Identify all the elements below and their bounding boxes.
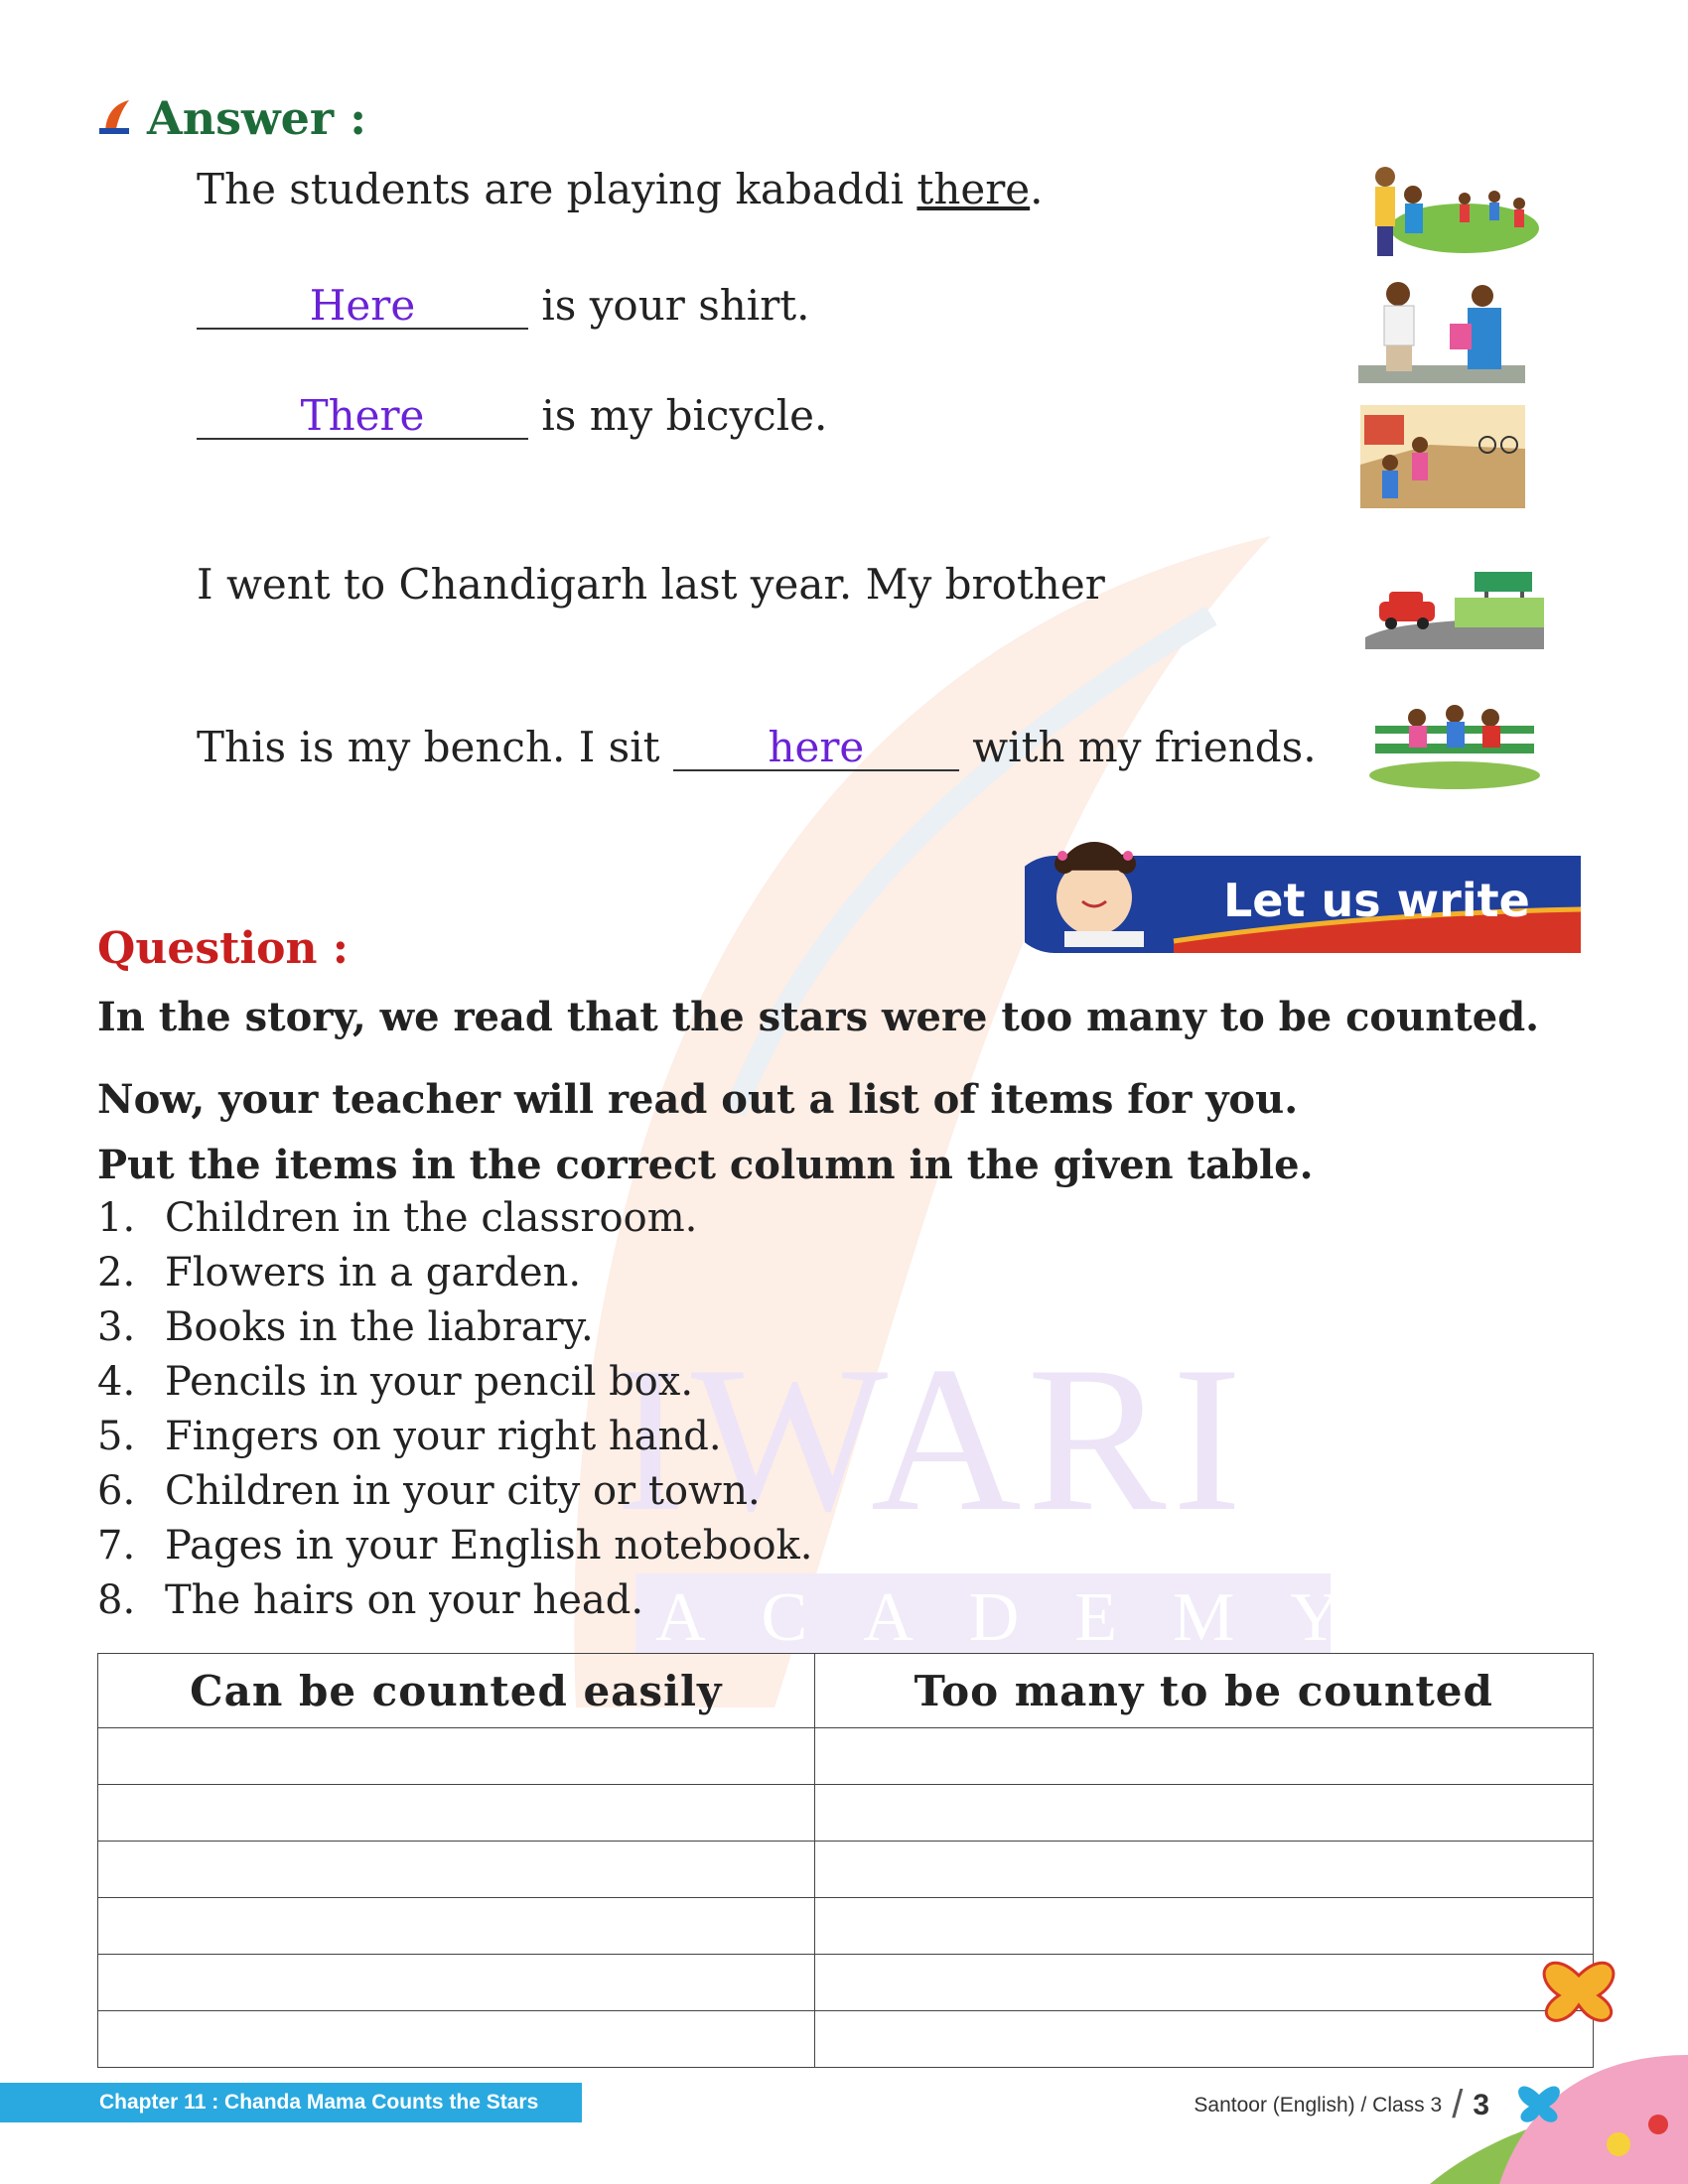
table-cell[interactable]: [814, 1785, 1593, 1842]
list-item: 6. Children in your city or town.: [97, 1468, 761, 1514]
chapter-footer: Chapter 11 : Chanda Mama Counts the Stars: [0, 2083, 582, 2122]
answer-line-4: I went to Chandigarh last year. My brother: [197, 560, 1105, 609]
line3-rest: is my bicycle.: [541, 391, 828, 440]
answer-line-1: [197, 165, 1044, 213]
line2-rest: is your shirt.: [541, 281, 810, 330]
answer-line-2: [197, 281, 810, 330]
bicycle-illustration: [1360, 405, 1525, 508]
list-item: 7. Pages in your English notebook.: [97, 1523, 813, 1569]
list-item: 1. Children in the classroom.: [97, 1195, 698, 1241]
banner-label: Let us write: [1223, 874, 1530, 927]
list-item: 4. Pencils in your pencil box.: [97, 1359, 694, 1405]
page-number: 3: [1473, 2088, 1489, 2121]
line2-blank: Here: [197, 284, 528, 330]
watermark-subtext: ACADEMY: [655, 1579, 1396, 1656]
answer-table: [97, 1653, 1594, 2068]
line1-suffix: .: [1030, 165, 1044, 213]
table-row: [98, 1785, 1594, 1842]
line1-prefix: The students are playing kabaddi: [197, 165, 917, 213]
question-line-3: Put the items in the correct column in the given table.: [97, 1142, 1314, 1188]
table-row: [98, 1898, 1594, 1955]
line5-suffix: with my friends.: [972, 723, 1317, 771]
shirt-illustration: [1358, 280, 1525, 383]
column-header-uncountable: Too many to be counted: [814, 1654, 1593, 1728]
table-cell[interactable]: [98, 1842, 815, 1898]
car-illustration: [1365, 568, 1544, 649]
question-line-1: In the story, we read that the stars were too many to be counted.: [97, 994, 1540, 1040]
line5-blank: here: [673, 726, 959, 771]
kabaddi-illustration: [1355, 159, 1539, 258]
bench-illustration: [1365, 700, 1544, 791]
line5-prefix: This is my bench. I sit: [197, 723, 660, 771]
list-item: 2. Flowers in a garden.: [97, 1250, 582, 1296]
question-heading: Question :: [97, 923, 350, 974]
table-row: [98, 1842, 1594, 1898]
question-line-2: Now, your teacher will read out a list of items for you.: [97, 1076, 1299, 1123]
line1-word: there: [916, 165, 1031, 213]
table-cell[interactable]: [98, 1785, 815, 1842]
table-row: [98, 1728, 1594, 1785]
table-cell[interactable]: [814, 1728, 1593, 1785]
list-item: 3. Books in the liabrary.: [97, 1304, 594, 1350]
tiwari-logo-icon: [99, 98, 133, 138]
answer-heading: [99, 91, 366, 145]
table-cell[interactable]: [814, 1842, 1593, 1898]
line3-blank: There: [197, 394, 528, 440]
book-title: Santoor (English) / Class 3: [1194, 2093, 1443, 2116]
table-row: [98, 2011, 1594, 2068]
list-item: 5. Fingers on your right hand.: [97, 1414, 722, 1459]
decorative-butterfly-corner: [1430, 1936, 1688, 2184]
slash-divider: /: [1452, 2083, 1464, 2126]
answer-line-5: [197, 723, 1317, 771]
table-cell[interactable]: [98, 1955, 815, 2011]
item-list: [97, 1191, 813, 1628]
watermark-text: IWARI: [616, 1324, 1248, 1555]
table-header-row: [98, 1654, 1594, 1728]
column-header-countable: Can be counted easily: [98, 1654, 815, 1728]
list-item: 8. The hairs on your head.: [97, 1577, 644, 1623]
table-cell[interactable]: [98, 1728, 815, 1785]
answer-line-3: [197, 391, 827, 440]
table-cell[interactable]: [98, 1898, 815, 1955]
table-cell[interactable]: [98, 2011, 815, 2068]
table-row: [98, 1955, 1594, 2011]
answer-heading-text: Answer :: [147, 91, 367, 145]
